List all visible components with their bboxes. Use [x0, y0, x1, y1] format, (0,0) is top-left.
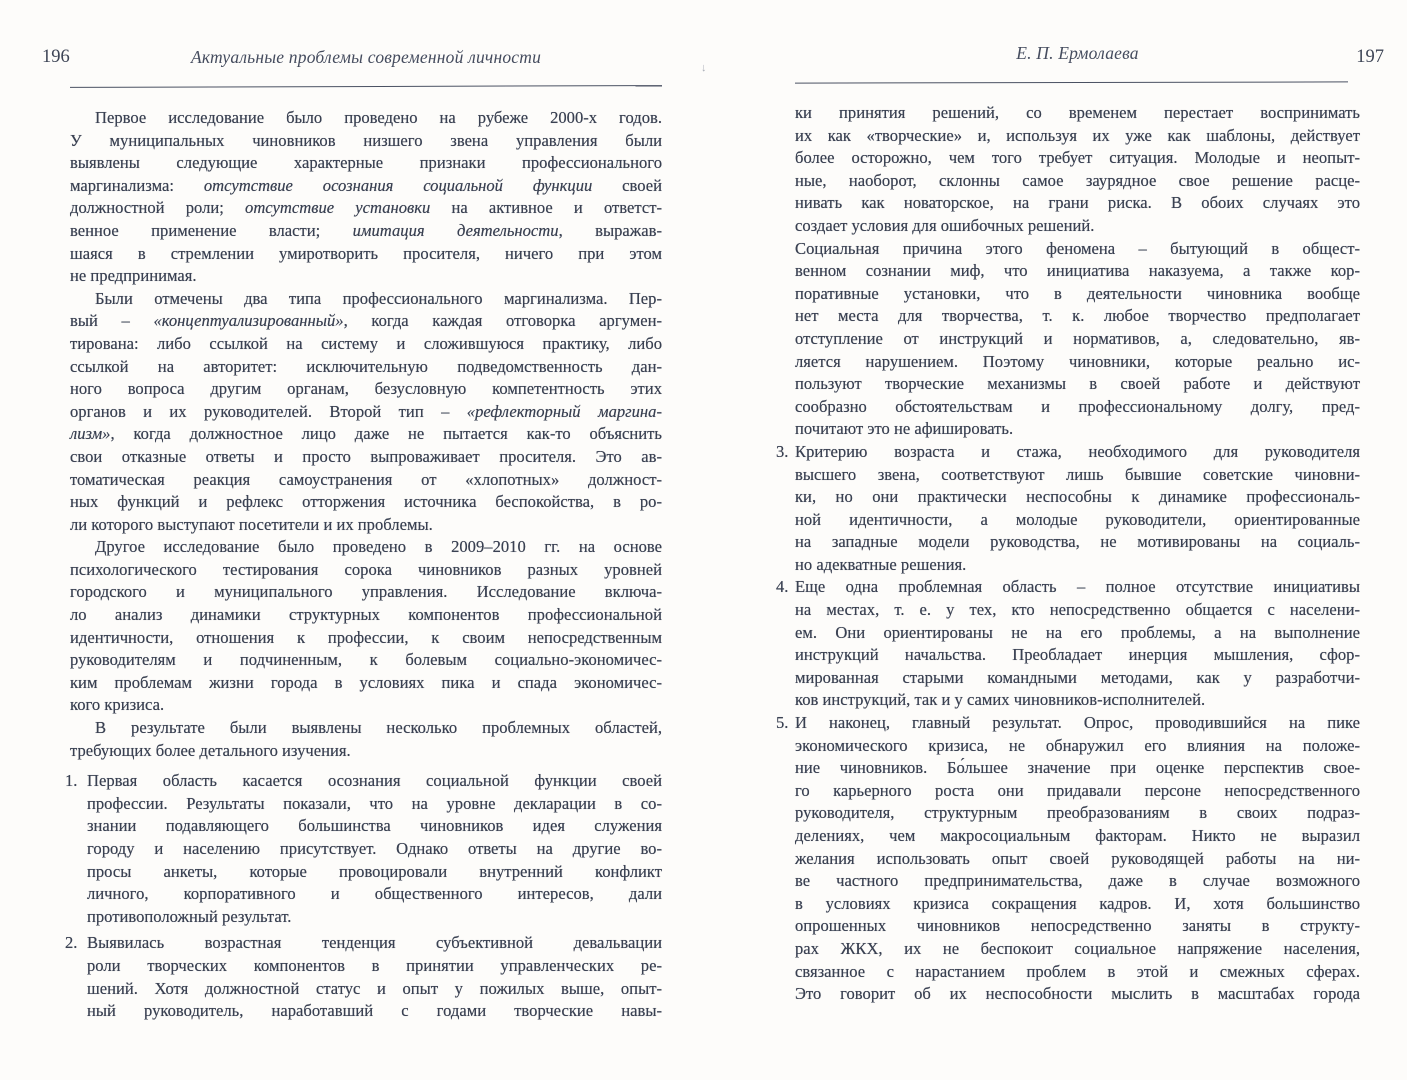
text-line: личного, корпоративного и общественного интересов, дали	[87, 884, 662, 904]
text-line: создает условия для ошибочных решений.	[795, 215, 1095, 235]
text-line: роли творческих компонентов в принятии управленческих ре-	[87, 955, 662, 975]
paragraph	[70, 536, 662, 717]
text-line: В результате были выявлены несколько проблемных областей,	[95, 718, 662, 738]
page-body	[65, 107, 663, 1023]
text-line: шаяся в стремлении умиротворить просителя, ничего при этом	[70, 243, 662, 263]
text-line: просы анкеты, которые провоцировали внутренний конфликт	[87, 861, 662, 881]
text-line: высшего звена, соответствуют лишь бывшие советские чиновни-	[795, 464, 1360, 484]
text-line: ной идентичности, а молодые руководители, ориентированные	[795, 509, 1360, 529]
text-line: Первая область касается осознания социальной функции своей	[87, 771, 662, 791]
text-line: знании подавляющего большинства чиновников идея служения	[87, 816, 662, 836]
text-line: делениях, чем макросоциальным факторам. Никто не выразил	[795, 826, 1360, 845]
text-line: на западные модели руководства, не мотивированы на социаль-	[795, 532, 1360, 552]
text-line: сообразно обстоятельствам и профессиональному долгу, пред-	[795, 396, 1360, 416]
text-line: на местах, т. е. у тех, кто непосредственно общается с населени-	[795, 600, 1360, 620]
page-header	[42, 44, 662, 70]
paragraph	[795, 238, 1360, 441]
text-line: поративные установки, что в деятельности чиновника вообще	[795, 283, 1360, 303]
paragraph	[70, 107, 662, 288]
text-line: ло анализ динамики структурных компонентов профессиональной	[70, 605, 662, 625]
list-item-number: 4.	[776, 577, 789, 597]
text-line: руководителям и подчиненным, к болевым социально-экономичес-	[70, 650, 662, 670]
text-line: их как «творческие» и, используя их уже как шаблоны, действует	[795, 125, 1360, 145]
running-header: Актуальные проблемы современной личности	[190, 47, 542, 67]
list-item-number: 5.	[776, 713, 789, 733]
page-header	[795, 40, 1384, 67]
text-line: лизм», когда должностное лицо даже не пытается как-то объяснить	[70, 424, 662, 444]
text-line: маргинализма: отсутствие осознания социальной функции своей	[70, 175, 663, 195]
text-line: экономического кризиса, не обнаружил его влияния на положе-	[795, 735, 1360, 755]
page-number: 197	[1356, 47, 1384, 67]
text-line: желания использовать опыт своей руководящей работы на ни-	[795, 848, 1360, 868]
text-line: инструкций начальства. Преобладает инерция мышления, сфор-	[795, 645, 1360, 665]
text-line: ный руководитель, наработавший с годами творческие навы-	[87, 1001, 662, 1021]
text-line: ве частного предпринимательства, даже в случае возможного	[795, 871, 1360, 891]
text-line: профессии. Результаты показали, что на уровне декларации в со-	[87, 793, 662, 813]
text-line: не предпринимая.	[70, 266, 197, 286]
list-item	[65, 770, 662, 928]
text-line: ного вопроса другим органам, безусловную компетентность этих	[70, 379, 662, 399]
running-header: Е. П. Ермолаева	[1016, 43, 1139, 63]
text-line: Другое исследование было проведено в 2009–2010 гг. на основе	[95, 537, 662, 557]
text-line: связанное с нарастанием проблем в этой и смежных сферах.	[795, 961, 1360, 981]
text-line: психологического тестирования сорока чиновников разных уровней	[70, 559, 662, 579]
text-line: должностной роли; отсутствие установки на активное и ответст-	[70, 198, 663, 218]
text-line: У муниципальных чиновников низшего звена управления были	[70, 130, 662, 150]
text-line: органов и их руководителей. Второй тип – «рефлекторный маргина-	[70, 401, 662, 421]
text-line: го карьерного роста они придавали персоне непосредственного	[795, 780, 1360, 800]
text-line: пользуют творческие механизмы в своей работе и действуют	[795, 374, 1360, 394]
text-line: ки принятия решений, со временем перестает воспринимать	[795, 103, 1360, 122]
list-item-number: 2.	[65, 933, 78, 953]
page-right	[776, 40, 1384, 1006]
text-line: ные, наоборот, склонны самое заурядное свое решение расце-	[795, 170, 1360, 190]
text-line: Были отмечены два типа профессионального маргинализма. Пер-	[95, 288, 662, 308]
header-rule	[795, 81, 1348, 83]
text-line: вый – «концептуализированный», когда каждая отговорка аргумен-	[70, 311, 662, 331]
text-line: Первое исследование было проведено на рубеже 2000-х годов.	[95, 108, 662, 127]
list-item	[776, 712, 1360, 1006]
text-line: противоположный результат.	[87, 906, 292, 926]
list-item	[776, 441, 1360, 577]
text-line: ков инструкций, так и у самих чиновников-исполнителей.	[795, 690, 1206, 710]
text-line: венное применение власти; имитация деятельности, выражав-	[70, 220, 662, 240]
text-line: ким проблемам жизни города в условиях пика и спада экономичес-	[70, 672, 662, 692]
list-item-number: 1.	[65, 771, 78, 791]
text-line: городу и населению присутствует. Однако ответы на другие во-	[87, 839, 662, 858]
list-item-number: 3.	[776, 441, 789, 461]
text-line: шений. Хотя должностной статус и опыт у пожилых выше, опыт-	[87, 978, 662, 998]
text-line: руководителя, структурным преобразованиям в своих подраз-	[795, 803, 1360, 823]
text-line: ных функций и рефлекс отторжения источника беспокойства, в ро-	[70, 492, 662, 512]
scan-artifact-mark: ↓	[701, 62, 707, 74]
text-line: выявлены следующие характерные признаки профессионального	[70, 153, 662, 173]
text-line: свои отказные ответы и просто выпроваживает просителя. Это ав-	[70, 446, 662, 466]
text-line: в условиях кризиса сокращения кадров. И, хотя большинство	[795, 893, 1360, 913]
page-number: 196	[42, 47, 70, 67]
paragraph	[795, 102, 1360, 238]
page-body	[776, 102, 1360, 1006]
text-line: почитают это не афишировать.	[795, 419, 1014, 439]
text-line: Социальная причина этого феномена – бытующий в общест-	[795, 238, 1360, 258]
text-line: томатическая реакция самоустранения от «хлопотных» должност-	[70, 469, 662, 489]
list-item	[776, 576, 1360, 712]
text-line: И наконец, главный результат. Опрос, проводившийся на пике	[795, 713, 1360, 733]
text-line: опрошенных чиновников непосредственно заняты в структу-	[795, 916, 1360, 936]
text-line: ем. Они ориентированы не на его проблемы, а на выполнение	[795, 622, 1360, 642]
list-item	[65, 932, 662, 1022]
text-line: ссылкой на авторитет: исключительную подведомственность дан-	[70, 356, 662, 376]
text-line: более осторожно, чем того требует ситуация. Молодые и неопыт-	[795, 148, 1360, 168]
text-line: нет места для творчества, т. к. любое творчество предполагает	[795, 306, 1360, 326]
text-line: Выявилась возрастная тенденция субъективной девальвации	[87, 933, 662, 953]
text-line: рах ЖКХ, их не беспокоит социальное напряжение населения,	[795, 938, 1360, 958]
header-rule	[70, 85, 662, 88]
text-line: требующих более детального изучения.	[70, 740, 351, 760]
text-line: отступление от инструкций и нормативов, а, следовательно, яв-	[795, 328, 1360, 348]
text-line: Это говорит об их неспособности мыслить в масштабах города	[795, 984, 1360, 1004]
page-left	[42, 44, 663, 1023]
text-line: Еще одна проблемная область – полное отсутствие инициативы	[795, 577, 1360, 597]
paragraph	[70, 717, 662, 762]
text-line: городского и муниципального управления. Исследование включа-	[70, 582, 662, 602]
text-line: нивать как новаторское, на грани риска. В обоих случаях это	[795, 193, 1360, 213]
text-line: венном сознании миф, что инициатива наказуема, а также кор-	[795, 261, 1360, 281]
text-line: мированная старыми командными методами, как у разработчи-	[795, 667, 1360, 687]
paragraph	[70, 288, 662, 537]
text-line: ляется нарушением. Поэтому чиновники, которые реально ис-	[795, 351, 1360, 371]
text-line: идентичности, отношения к профессии, к своим непосредственным	[70, 627, 662, 647]
text-line: ки, но они практически неспособны к динамике профессиональ-	[795, 487, 1360, 507]
text-line: ние чиновников. Бо́льшее значение при оценке перспектив свое-	[795, 758, 1360, 778]
text-line: Критерию возраста и стажа, необходимого для руководителя	[795, 441, 1360, 461]
text-line: кого кризиса.	[70, 695, 165, 715]
text-line: ли которого выступают посетители и их проблемы.	[70, 514, 433, 534]
text-line: тирована: либо ссылкой на систему и сложившуюся практику, либо	[70, 333, 662, 353]
text-line: но адекватные решения.	[795, 554, 967, 574]
